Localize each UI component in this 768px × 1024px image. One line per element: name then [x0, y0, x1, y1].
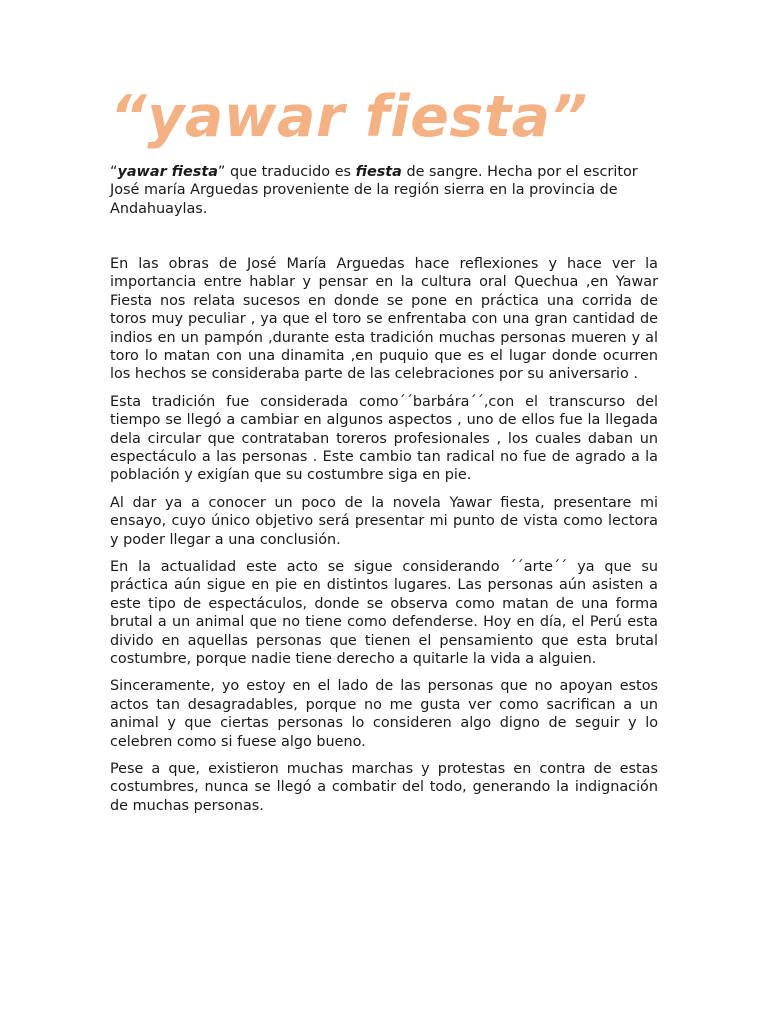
body-paragraph-6: Pese a que, existieron muchas marchas y protestas en contra de estas costumbres, nunca se llegó a combatir del todo, generando la indignación de muchas personas.	[110, 761, 658, 814]
document-title: “yawar fiesta”	[110, 84, 588, 150]
intro-text-2: de sangre. Hecha por el escritor José maría Arguedas proveniente de la región sierra en la provincia de Andahuaylas.	[110, 163, 638, 217]
intro-term-2: fiesta	[355, 163, 402, 180]
intro-paragraph	[110, 163, 658, 218]
body-paragraph-5: Sinceramente, yo estoy en el lado de las personas que no apoyan estos actos tan desagradables, porque no me gusta ver como sacrifican a un animal y que ciertas personas lo consideren algo digno de seguir y lo celebren como si fuese algo bueno.	[110, 678, 658, 750]
body-paragraph-1: En las obras de José María Arguedas hace reflexiones y hace ver la importancia entre hablar y pensar en la cultura oral Quechua ,en Yawar Fiesta nos relata sucesos en donde se pone en práctica una corrida de toros muy peculiar , ya que el toro se enfrentaba con una gran cantidad de indios en un pampón ,durante esta tradición muchas personas mueren y al toro lo matan con una dinamita ,en puquio que es el lugar donde ocurren los hechos se consideraba parte de las celebraciones por su aniversario .	[110, 255, 658, 383]
intro-text-1: ” que traducido es	[217, 163, 356, 180]
paragraph-spacer	[110, 218, 658, 255]
body-paragraph-2: Esta tradición fue considerada como´´barbára´´,con el transcurso del tiempo se llegó a cambiar en algunos aspectos , uno de ellos fue la llegada dela circular que contrataban toreros profesionales , los cuales daban un espectáculo a las personas . Este cambio tan radical no fue de agrado a la población y exigían que su costumbre siga en pie.	[110, 393, 658, 484]
intro-quote-open: “	[110, 163, 118, 180]
intro-term: yawar fiesta	[117, 163, 218, 180]
body-paragraph-3: Al dar ya a conocer un poco de la novela Yawar fiesta, presentare mi ensayo, cuyo único objetivo será presentar mi punto de vista como lectora y poder llegar a una conclusión.	[110, 494, 658, 548]
body-paragraph-4: En la actualidad este acto se sigue considerando ´´arte´´ ya que su práctica aún sigue en pie en distintos lugares. Las personas aún asisten a este tipo de espectáculos, donde se observa como matan de una forma brutal a un animal que no tiene como defenderse. Hoy en día, el Perú esta divido en aquellas personas que tienen el pensamiento que esta brutal costumbre, porque nadie tiene derecho a quitarle la vida a alguien.	[110, 559, 658, 668]
document-page	[110, 86, 658, 824]
